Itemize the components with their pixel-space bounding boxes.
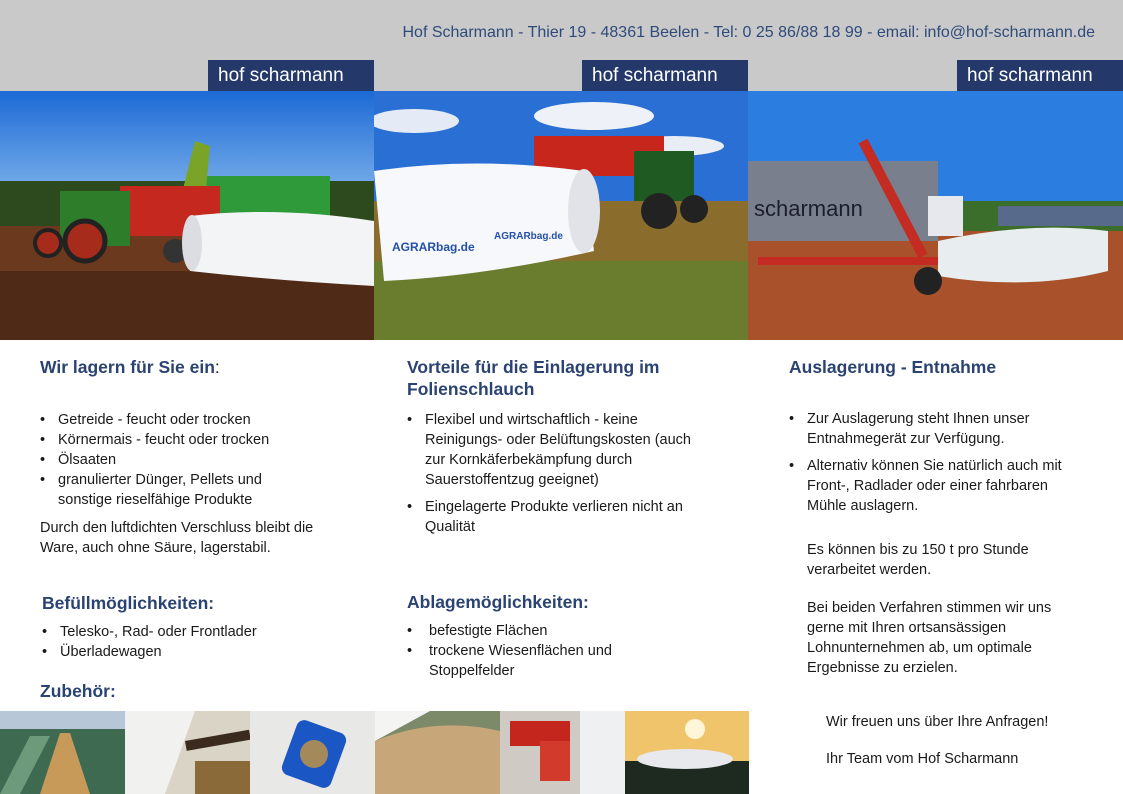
accessories-heading: Zubehör: (40, 681, 116, 701)
photo-extraction (748, 91, 1123, 340)
truck-print: scharmann (754, 196, 863, 221)
storage-paragraph: Durch den luftdichten Verschluss bleibt die Ware, auch ohne Säure, lagerstabil. (40, 520, 314, 556)
extraction-heading: Auslagerung - Entnahme (789, 357, 997, 377)
list-item: • Zur Auslagerung steht Ihnen unser Entnahmegerät zur Verfügung. (789, 409, 1074, 449)
storage-heading-text: Wir lagern für Sie ein (40, 357, 215, 377)
thumb-bag-rows (0, 711, 125, 794)
bag-print-1: AGRARbag.de (392, 240, 475, 254)
contact-line: Hof Scharmann - Thier 19 - 48361 Beelen - Tel: 0 25 86/88 18 99 - email: info@hof-scharmann.de (402, 24, 1095, 41)
list-item: • granulierter Dünger, Pellets und sonstige rieselfähige Produkte (40, 470, 310, 510)
fill-section (42, 592, 362, 662)
list-item: • Ölsaaten (40, 450, 360, 470)
closing-signature: Ihr Team vom Hof Scharmann (826, 751, 1019, 767)
list-item: • Flexibel und wirtschaftlich - keine Reinigungs- oder Belüftungskosten (auch zur Kornkäferbekämpfung durch Sauerstoffentzug geeignet) (407, 410, 702, 490)
placement-list (407, 621, 707, 681)
list-item: • befestigte Flächen (407, 621, 707, 641)
header-bar (0, 0, 1123, 91)
cooperation-paragraph: Bei beiden Verfahren stimmen wir uns gerne mit Ihren ortsansässigen Lohnunternehmen ab, um optimale Ergebnisse zu erzielen. (807, 600, 1052, 676)
list-item: • Getreide - feucht oder trocken (40, 410, 360, 430)
list-item: • Körnermais - feucht oder trocken (40, 430, 360, 450)
placement-heading: Ablagemöglichkeiten: (407, 592, 589, 612)
extraction-list (789, 409, 1089, 516)
placement-section (407, 591, 707, 681)
list-item: • Telesko-, Rad- oder Frontlader (42, 622, 362, 642)
fill-heading: Befüllmöglichkeiten: (42, 593, 215, 613)
fill-list (42, 622, 362, 662)
storage-heading-colon: : (214, 357, 220, 377)
storage-list (40, 410, 360, 510)
column-storage (40, 356, 360, 558)
brand-tag-3: hof scharmann (957, 60, 1123, 91)
brand-tag-1: hof scharmann (208, 60, 374, 91)
photo-tractor-filling (0, 91, 374, 340)
list-item: • Alternativ können Sie natürlich auch mit Front-, Radlader oder einer fahrbaren Mühle auslagern. (789, 456, 1074, 516)
bag-print-2: AGRARbag.de (494, 231, 563, 242)
thumb-bag-closure (125, 711, 250, 794)
thumb-red-machine (500, 711, 625, 794)
thumb-grain-pile (375, 711, 500, 794)
storage-heading (40, 356, 360, 378)
column-advantages (407, 356, 707, 537)
photo-silo-bag (374, 91, 748, 340)
capacity-paragraph: Es können bis zu 150 t pro Stunde verarbeitet werden. (807, 542, 1029, 578)
thumb-blue-valve (250, 711, 375, 794)
list-item: • Überladewagen (42, 642, 362, 662)
thumb-sunset-bag (625, 711, 750, 794)
column-extraction (789, 356, 1089, 769)
accessories-section (40, 680, 116, 702)
list-item: • trockene Wiesenflächen und Stoppelfelder (407, 641, 647, 681)
advantages-heading: Vorteile für die Einlagerung im Folienschlauch (407, 357, 660, 399)
closing-greeting: Wir freuen uns über Ihre Anfragen! (826, 714, 1049, 730)
advantages-list (407, 410, 707, 537)
list-item: • Eingelagerte Produkte verlieren nicht an Qualität (407, 497, 702, 537)
brand-tag-2: hof scharmann (582, 60, 748, 91)
accessory-thumbnails (0, 711, 749, 794)
